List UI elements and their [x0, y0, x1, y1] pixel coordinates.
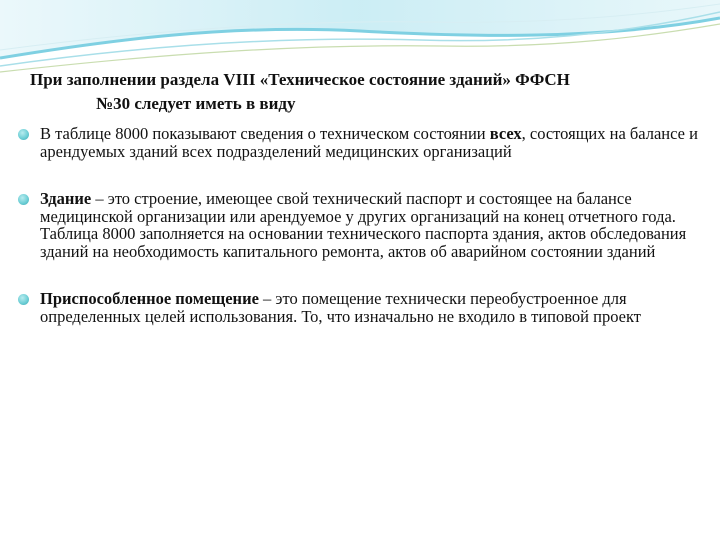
- bullet-text: – это помещение технически переобустроенное для определенных целей использования. То, что изначально не входило в типовой проект: [40, 289, 642, 326]
- bullet-dot-icon: [18, 194, 29, 205]
- bullet-item: [14, 290, 704, 325]
- bullet-text: В таблице 8000 показывают сведения о техническом состоянии: [40, 124, 490, 143]
- bullet-dot-icon: [18, 129, 29, 140]
- bullet-text: – это строение, имеющее свой технический паспорт и состоящее на балансе медицинской организации или арендуемое у других организаций на конец отчетного года. Таблица 8000 заполняется на основании технического паспорта здания, актов обследования зданий на необходимость капитального ремонта, актов об аварийном состоянии зданий: [40, 189, 687, 261]
- bullet-bold-term: Здание: [40, 189, 92, 208]
- bullet-item: [14, 125, 704, 160]
- title-line-2: №30 следует иметь в виду: [96, 94, 296, 113]
- title-line-1: При заполнении раздела VIII «Техническое состояние зданий» ФФСН: [30, 70, 570, 89]
- bullet-text-after: , состоящих на балансе и арендуемых зданий всех подразделений медицинских организаций: [40, 124, 698, 161]
- bullet-dot-icon: [18, 294, 29, 305]
- bullet-bold-term: Приспособленное помещение: [40, 289, 259, 308]
- slide-title: [30, 68, 700, 116]
- bullet-bold-word: всех: [489, 124, 522, 143]
- bullet-item: [14, 190, 704, 260]
- bullet-list: [14, 125, 704, 325]
